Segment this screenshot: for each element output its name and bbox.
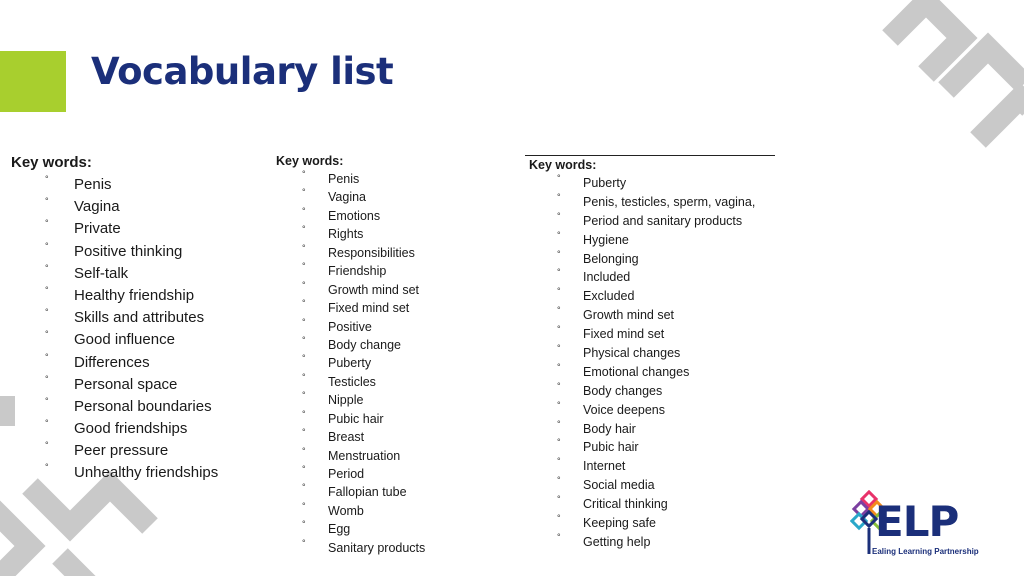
list-item: [276, 539, 425, 557]
list-item: [525, 533, 775, 552]
bullet-icon: °: [557, 210, 561, 221]
bullet-icon: °: [557, 418, 561, 429]
bullet-icon: °: [302, 316, 306, 327]
list-item: [525, 212, 775, 231]
list-item: [11, 440, 218, 462]
word-label: Good friendships: [74, 420, 188, 438]
bullet-icon: °: [557, 475, 561, 486]
list-item: [276, 373, 425, 391]
bullet-icon: °: [302, 427, 306, 438]
word-label: Critical thinking: [583, 497, 668, 512]
bullet-icon: °: [302, 537, 306, 548]
list-item: [525, 438, 775, 457]
bullet-icon: °: [302, 353, 306, 364]
bullet-icon: °: [45, 307, 49, 318]
word-label: Friendship: [328, 264, 387, 279]
page-title: Vocabulary list: [91, 50, 394, 93]
word-label: Peer pressure: [74, 442, 169, 460]
word-label: Sanitary products: [328, 540, 426, 555]
list-item: [276, 188, 425, 206]
bullet-icon: °: [557, 513, 561, 524]
bullet-icon: °: [45, 174, 49, 184]
bullet-icon: °: [302, 242, 306, 253]
key-words-column-2: [276, 152, 425, 557]
bullet-icon: °: [557, 286, 561, 297]
bullet-icon: °: [557, 173, 561, 183]
list-item: [525, 306, 775, 325]
bullet-icon: °: [302, 187, 306, 198]
word-label: Keeping safe: [583, 516, 656, 531]
word-label: Voice deepens: [583, 402, 666, 417]
word-label: Getting help: [583, 534, 651, 549]
word-label: Vagina: [328, 190, 366, 205]
bullet-icon: °: [302, 500, 306, 511]
list-item: [11, 285, 218, 307]
word-label: Emotions: [328, 208, 381, 223]
list-item: [11, 174, 218, 196]
list-item: [11, 396, 218, 418]
list-item: [276, 225, 425, 243]
list-item: [525, 382, 775, 401]
word-label: Self-talk: [74, 264, 129, 282]
bullet-icon: °: [302, 334, 306, 345]
word-label: Growth mind set: [583, 308, 675, 323]
list-item: [525, 457, 775, 476]
bullet-icon: °: [302, 519, 306, 530]
list-item: [276, 336, 425, 354]
bullet-icon: °: [557, 361, 561, 372]
list-item: [276, 483, 425, 501]
bullet-icon: °: [557, 456, 561, 467]
list-item: [276, 520, 425, 538]
bullet-icon: °: [557, 267, 561, 278]
bullet-icon: °: [557, 531, 561, 542]
list-item: [525, 495, 775, 514]
word-label: Good influence: [74, 331, 175, 349]
bullet-icon: °: [45, 440, 49, 451]
list-item: [11, 241, 218, 263]
word-label: Penis: [74, 176, 112, 193]
bullet-icon: °: [302, 205, 306, 216]
column-heading: Key words:: [529, 158, 597, 172]
list-item: [525, 344, 775, 363]
list-item: [525, 325, 775, 344]
bullet-icon: °: [302, 169, 306, 179]
logo-subtitle: Ealing Learning Partnership: [872, 547, 979, 556]
list-item: [276, 391, 425, 409]
word-label: Healthy friendship: [74, 286, 195, 304]
list-item: [11, 196, 218, 218]
list-item: [276, 410, 425, 428]
list-item: [525, 476, 775, 495]
word-label: Body changes: [583, 383, 663, 398]
bullet-icon: °: [557, 399, 561, 410]
bullet-icon: °: [45, 373, 49, 384]
bullet-icon: °: [45, 196, 49, 207]
bullet-icon: °: [45, 329, 49, 340]
word-label: Puberty: [328, 356, 372, 371]
word-label: Excluded: [583, 289, 635, 304]
word-label: Pubic hair: [583, 440, 639, 455]
bullet-icon: °: [45, 218, 49, 229]
bullet-icon: °: [45, 351, 49, 362]
word-label: Internet: [583, 459, 626, 474]
column-heading: Key words:: [11, 154, 92, 171]
list-item: [276, 354, 425, 372]
word-label: Responsibilities: [328, 245, 415, 260]
list-item: [276, 170, 425, 188]
word-label: Growth mind set: [328, 282, 420, 297]
bullet-icon: °: [302, 390, 306, 401]
column-heading: Key words:: [276, 154, 344, 168]
bullet-icon: °: [302, 464, 306, 474]
key-words-column-3: [525, 155, 775, 552]
bullet-icon: °: [302, 408, 306, 419]
word-label: Emotional changes: [583, 364, 690, 379]
word-label: Fixed mind set: [583, 327, 665, 342]
bullet-icon: °: [557, 305, 561, 316]
word-label: Breast: [328, 430, 365, 445]
word-label: Penis: [328, 172, 360, 186]
word-label: Physical changes: [583, 346, 681, 361]
word-label: Personal space: [74, 375, 178, 393]
list-item: [276, 318, 425, 336]
key-words-column-1: [11, 152, 218, 485]
decorative-chevrons-top-right: [870, 0, 1024, 200]
word-list: [276, 170, 425, 557]
list-item: [525, 193, 775, 212]
bullet-icon: °: [45, 262, 49, 273]
list-item: [276, 244, 425, 262]
list-item: [11, 418, 218, 440]
word-list: [11, 174, 218, 485]
list-item: [525, 363, 775, 382]
bullet-icon: °: [45, 418, 49, 429]
list-item: [525, 268, 775, 287]
word-label: Included: [583, 270, 631, 285]
bullet-icon: °: [302, 279, 306, 290]
word-label: Vagina: [74, 198, 120, 216]
word-label: Positive thinking: [74, 242, 183, 260]
list-item: [525, 287, 775, 306]
bullet-icon: °: [557, 324, 561, 335]
list-item: [11, 374, 218, 396]
word-label: Fixed mind set: [328, 301, 410, 316]
list-item: [276, 281, 425, 299]
word-label: Differences: [74, 353, 150, 371]
list-item: [11, 462, 218, 484]
list-item: [276, 465, 425, 483]
word-label: Rights: [328, 227, 364, 242]
word-label: Hygiene: [583, 232, 629, 247]
bullet-icon: °: [302, 445, 306, 456]
bullet-icon: °: [557, 191, 561, 202]
logo-name: ELP: [875, 497, 959, 546]
word-label: Puberty: [583, 176, 627, 190]
list-item: [276, 207, 425, 225]
word-label: Personal boundaries: [74, 397, 212, 415]
word-label: Private: [74, 220, 121, 238]
list-item: [276, 299, 425, 317]
bullet-icon: °: [557, 343, 561, 354]
bullet-icon: °: [45, 284, 49, 295]
word-label: Period and sanitary products: [583, 213, 743, 228]
bullet-icon: °: [45, 240, 49, 251]
word-label: Pubic hair: [328, 411, 384, 426]
list-item: [276, 428, 425, 446]
word-label: Fallopian tube: [328, 485, 407, 500]
list-item: [525, 174, 775, 193]
word-label: Nipple: [328, 393, 364, 408]
word-label: Period: [328, 467, 365, 481]
bullet-icon: °: [45, 395, 49, 406]
list-item: [525, 514, 775, 533]
accent-square: [0, 51, 66, 112]
list-item: [11, 352, 218, 374]
word-list: [525, 174, 775, 552]
list-item: [525, 401, 775, 420]
word-label: Positive: [328, 319, 372, 334]
list-item: [276, 447, 425, 465]
bullet-icon: °: [302, 298, 306, 309]
list-item: [525, 420, 775, 439]
elp-logo: [850, 490, 1000, 560]
bullet-icon: °: [557, 229, 561, 240]
bullet-icon: °: [557, 380, 561, 391]
bullet-icon: °: [557, 437, 561, 448]
word-label: Unhealthy friendships: [74, 464, 219, 482]
bullet-icon: °: [302, 482, 306, 493]
list-item: [276, 262, 425, 280]
list-item: [11, 218, 218, 240]
word-label: Menstruation: [328, 448, 401, 463]
word-label: Body change: [328, 337, 401, 352]
list-item: [525, 250, 775, 269]
word-label: Womb: [328, 503, 364, 518]
word-label: Testicles: [328, 374, 376, 389]
list-item: [525, 231, 775, 250]
bullet-icon: °: [45, 462, 49, 473]
word-label: Social media: [583, 478, 655, 493]
bullet-icon: °: [557, 494, 561, 505]
bullet-icon: °: [557, 248, 561, 259]
list-item: [11, 263, 218, 285]
word-label: Egg: [328, 522, 351, 537]
word-label: Penis, testicles, sperm, vagina,: [583, 194, 756, 209]
word-label: Skills and attributes: [74, 309, 205, 327]
list-item: [276, 502, 425, 520]
word-label: Body hair: [583, 421, 636, 436]
bullet-icon: °: [302, 371, 306, 382]
word-label: Belonging: [583, 251, 639, 266]
list-item: [11, 307, 218, 329]
bullet-icon: °: [302, 261, 306, 272]
bullet-icon: °: [302, 224, 306, 235]
list-item: [11, 329, 218, 351]
